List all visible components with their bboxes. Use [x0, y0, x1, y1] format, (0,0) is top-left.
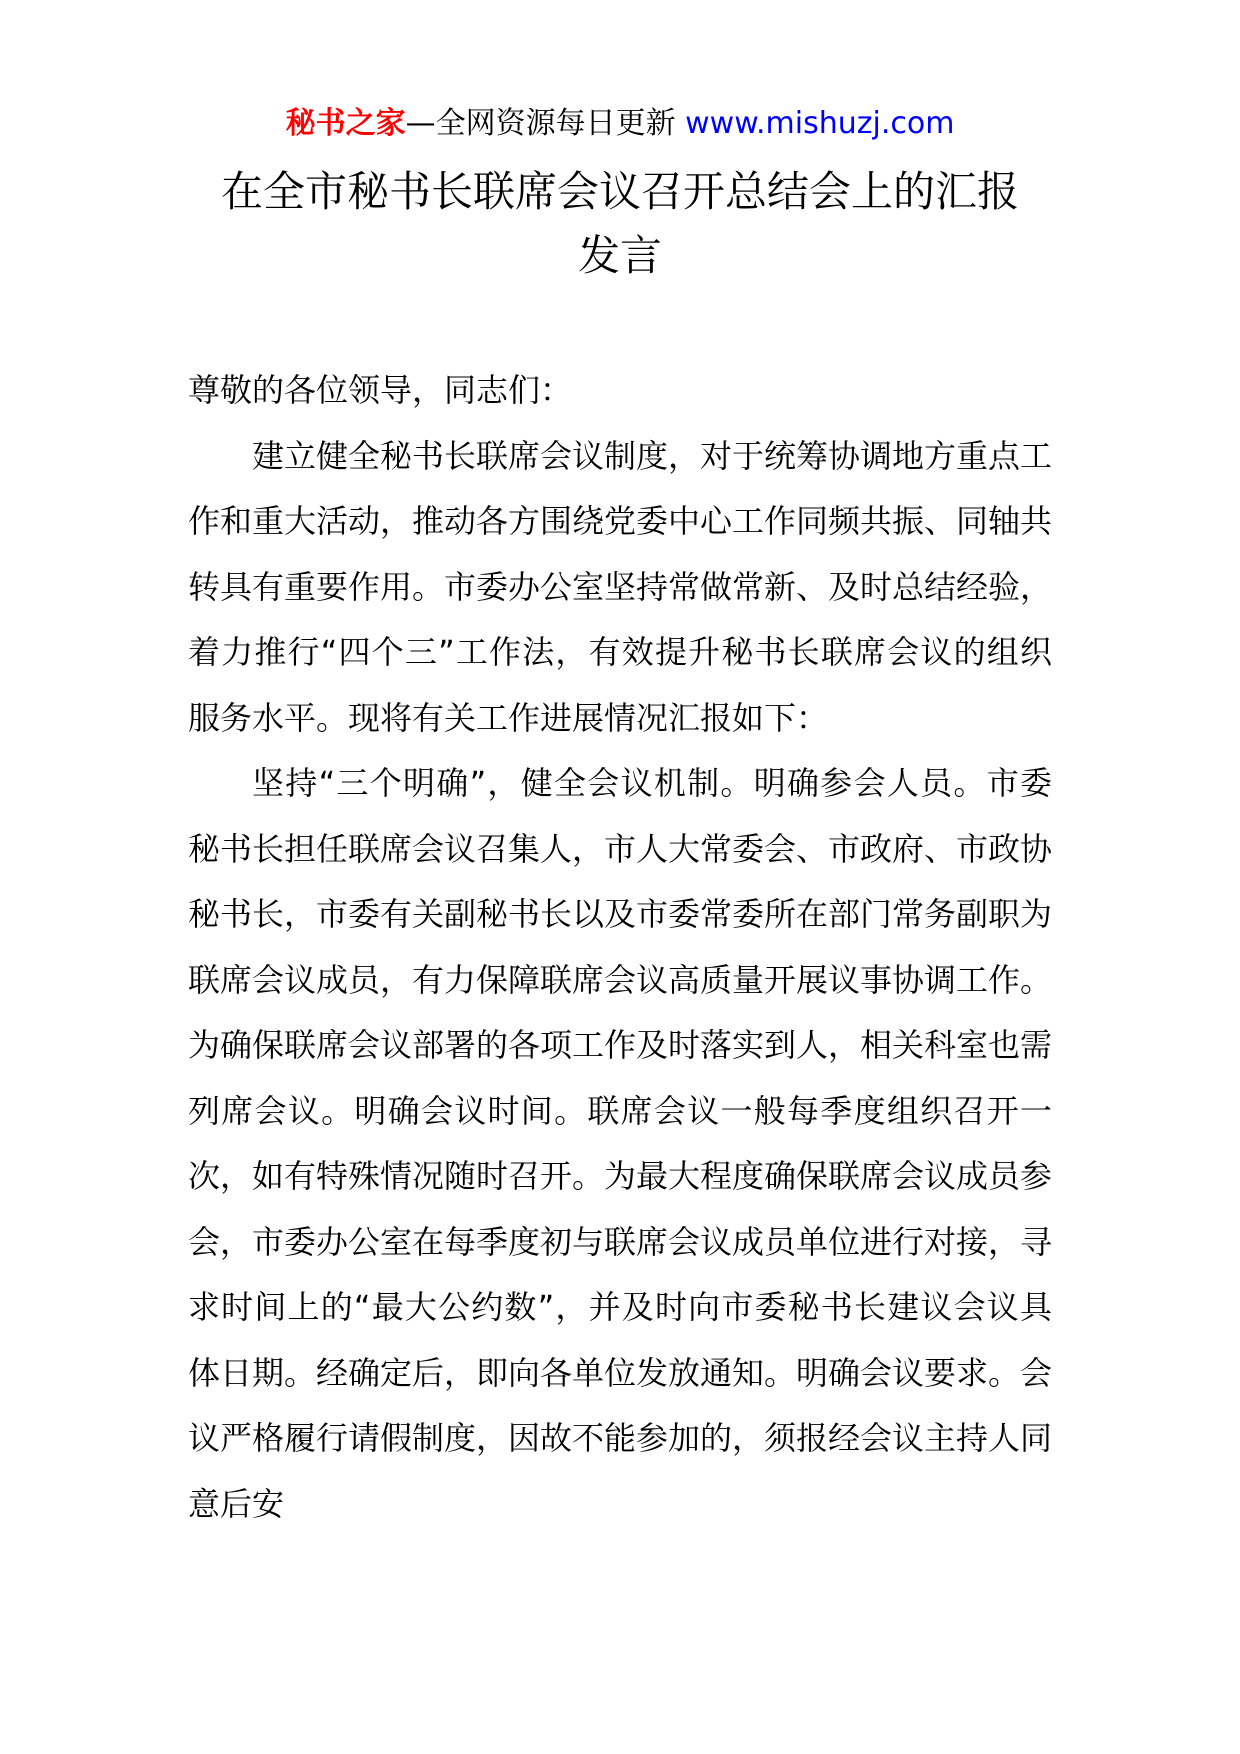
- document-title-line2: 发言: [577, 231, 662, 280]
- paragraph-intro: 建立健全秘书长联席会议制度，对于统筹协调地方重点工作和重大活动，推动各方围绕党委中心工作同频共振、同轴共转具有重要作用。市委办公室坚持常做常新、及时总结经验，着力推行“四个三”工作法，有效提升秘书长联席会议的组织服务水平。现将有关工作进展情况汇报如下：: [188, 436, 1053, 737]
- site-url-link[interactable]: www.mishuzj.com: [685, 106, 955, 141]
- document-title-line1: 在全市秘书长联席会议召开总结会上的汇报: [220, 167, 1019, 216]
- site-brand: 秘书之家: [285, 106, 406, 141]
- paragraph-section-1: 坚持“三个明确”，健全会议机制。明确参会人员。市委秘书长担任联席会议召集人，市人大常委会、市政府、市政协秘书长，市委有关副秘书长以及市委常委所在部门常务副职为联席会议成员，有力保障联席会议高质量开展议事协调工作。为确保联席会议部署的各项工作及时落实到人，相关科室也需列席会议。明确会议时间。联席会议一般每季度组织召开一次，如有特殊情况随时召开。为最大程度确保联席会议成员参会，市委办公室在每季度初与联席会议成员单位进行对接，寻求时间上的“最大公约数”，并及时向市委秘书长建议会议具体日期。经确定后，即向各单位发放通知。明确会议要求。会议严格履行请假制度，因故不能参加的，须报经会议主持人同意后安: [188, 764, 1053, 1523]
- document-title: [0, 160, 1240, 288]
- site-header: [0, 102, 1240, 146]
- site-tagline: —全网资源每日更新: [405, 106, 676, 141]
- salutation: 尊敬的各位领导，同志们：: [188, 371, 573, 409]
- document-body: [188, 358, 1052, 1537]
